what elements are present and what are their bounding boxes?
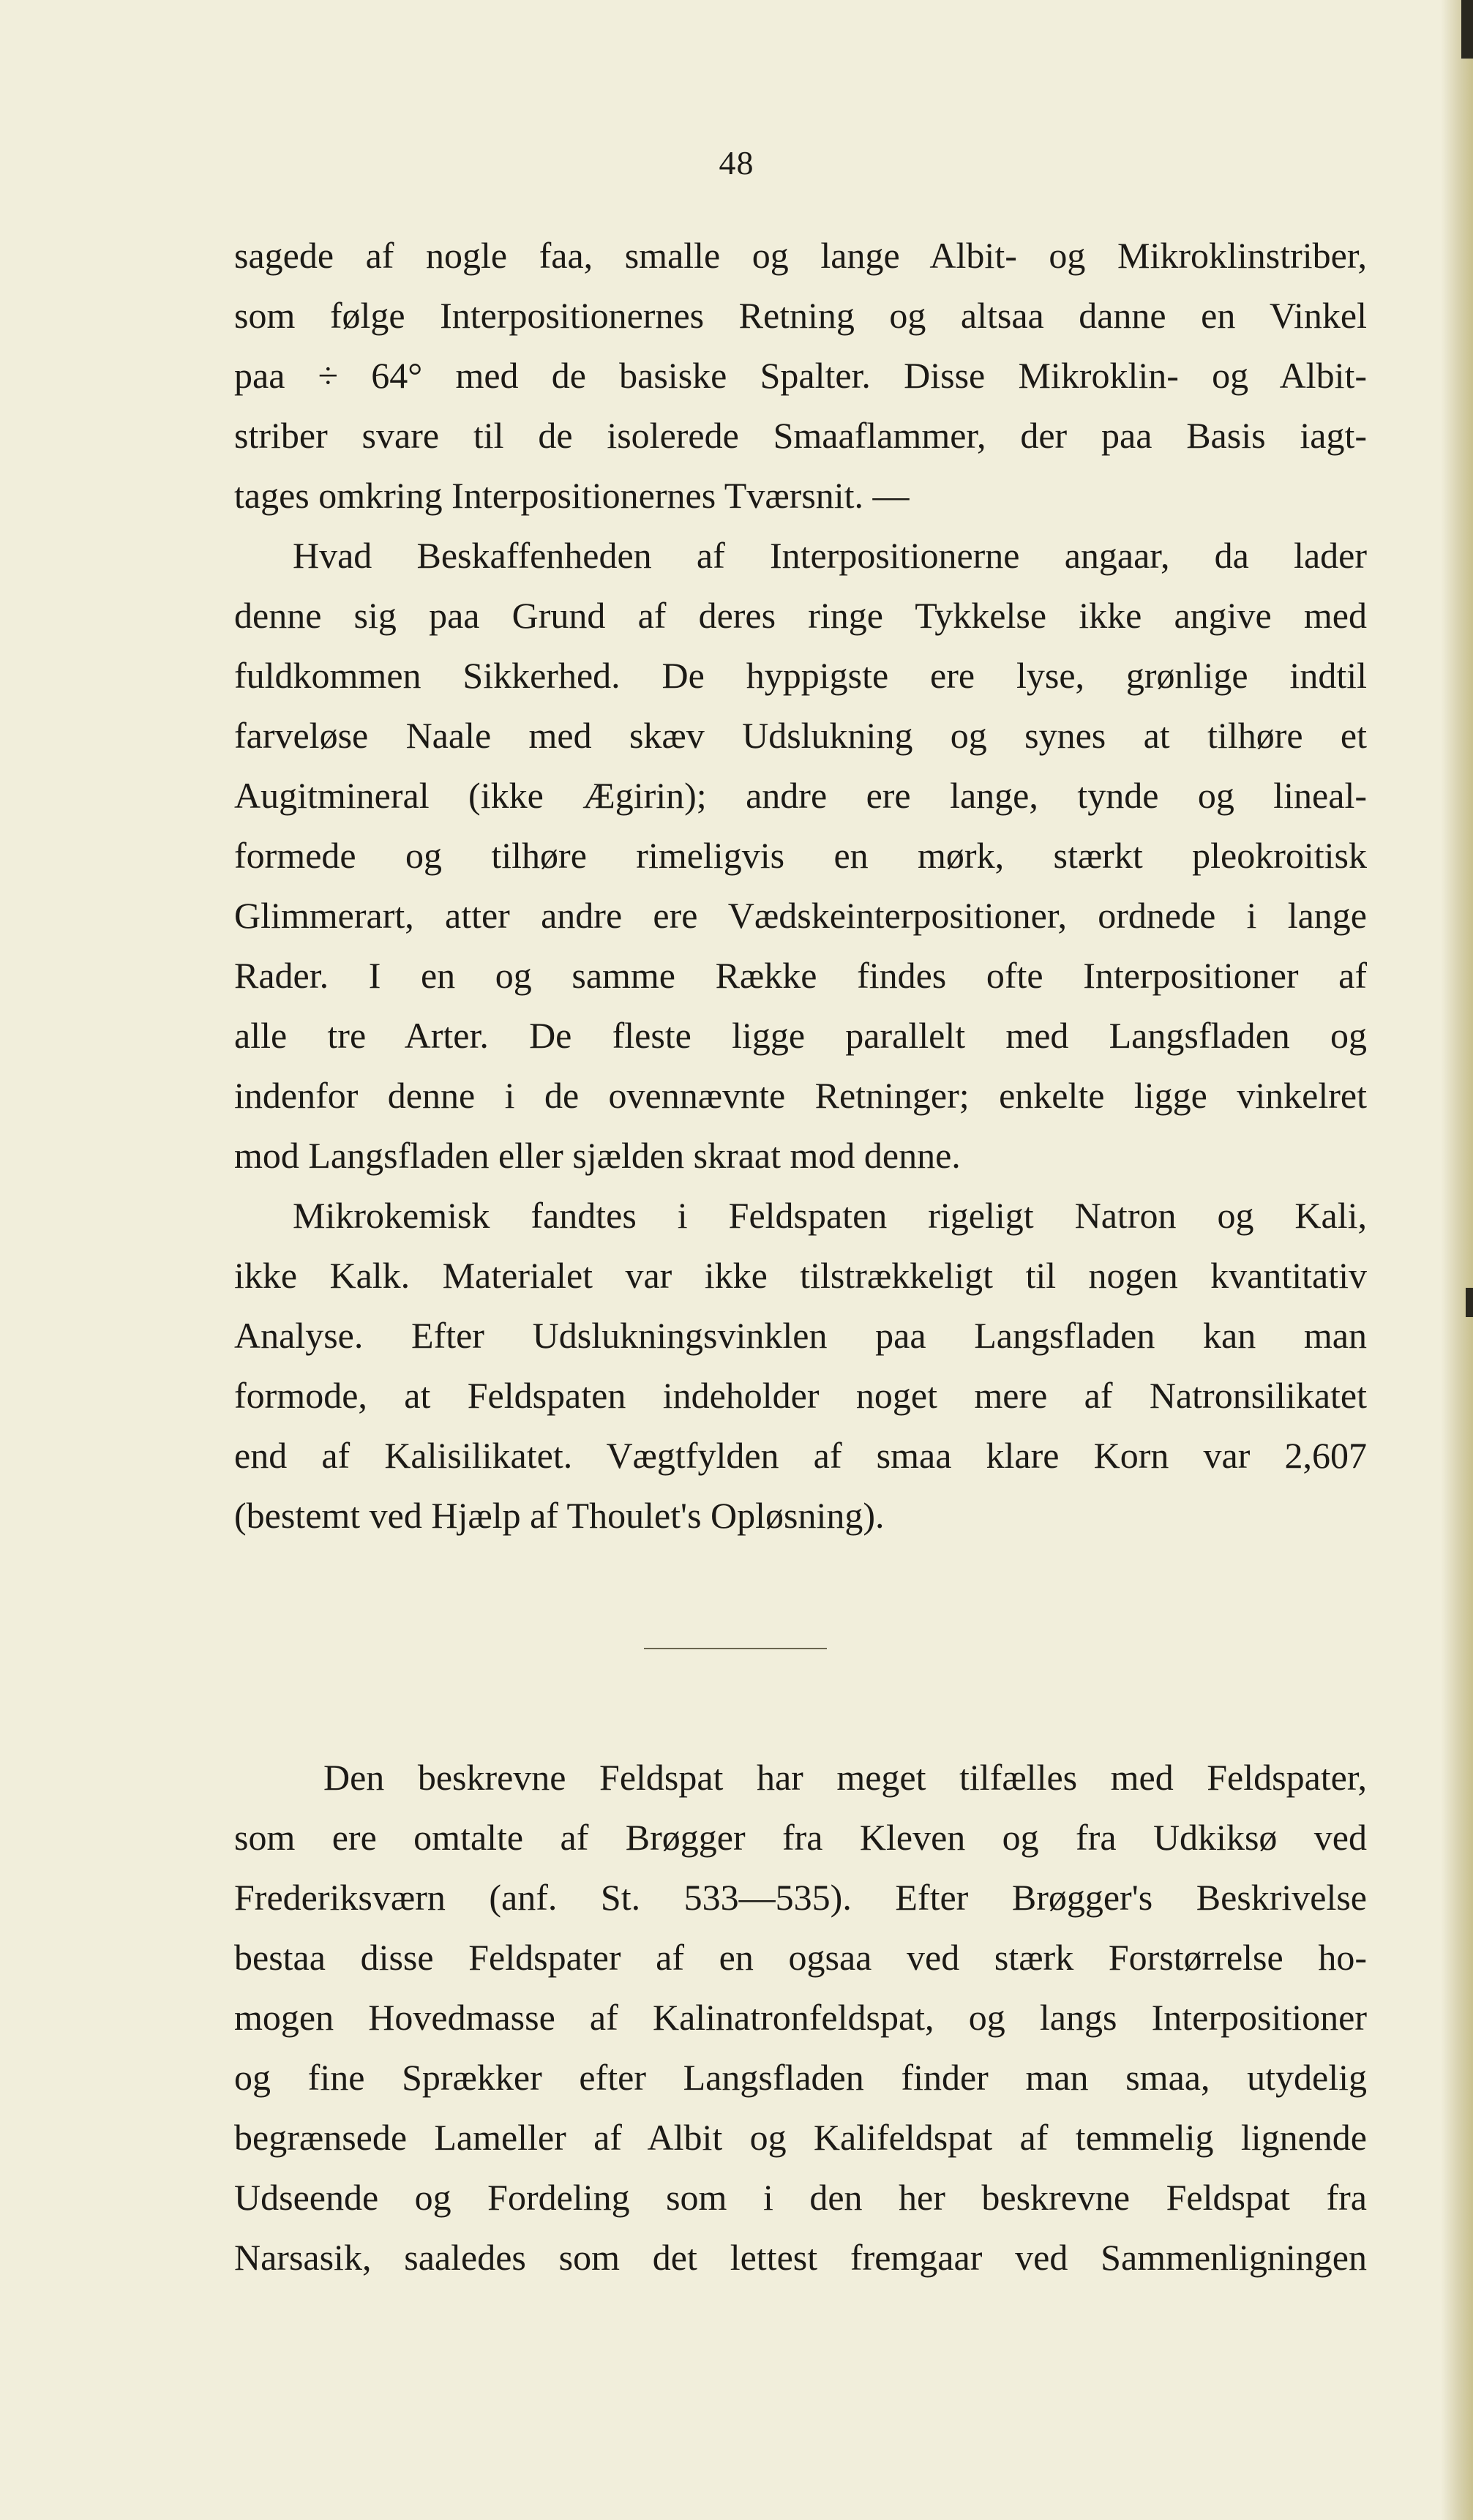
text-line: som ere omtalte af Brøgger fra Kleven og fra Udkiksø ved xyxy=(234,1817,1367,1858)
page-number: 48 xyxy=(719,144,754,181)
page-edge-shadow xyxy=(1441,0,1473,2520)
text-line: Frederiksværn (anf. St. 533—535). Efter Brøgger's Beskrivelse xyxy=(234,1877,1367,1918)
text-line: mogen Hovedmasse af Kalinatronfeldspat, og langs Interpositioner xyxy=(234,1997,1367,2038)
text-line: striber svare til de isolerede Smaaflammer, der paa Basis iagt- xyxy=(234,415,1367,456)
text-line: farveløse Naale med skæv Udslukning og synes at tilhøre et xyxy=(234,715,1367,756)
text-line: paa ÷ 64° med de basiske Spalter. Disse Mikroklin- og Albit- xyxy=(234,355,1367,396)
text-line: Analyse. Efter Udslukningsvinklen paa Langsfladen kan man xyxy=(234,1315,1367,1356)
text-line: alle tre Arter. De fleste ligge parallelt med Langsfladen og xyxy=(234,1015,1367,1056)
section-divider xyxy=(644,1648,827,1649)
text-line: som følge Interpositionernes Retning og altsaa danne en Vinkel xyxy=(234,295,1367,336)
text-line: og fine Sprækker efter Langsfladen finder man smaa, utydelig xyxy=(234,2057,1367,2098)
text-line: begrænsede Lameller af Albit og Kalifeldspat af temmelig lignende xyxy=(234,2117,1367,2158)
text-line: bestaa disse Feldspater af en ogsaa ved stærk Forstørrelse ho- xyxy=(234,1937,1367,1978)
text-line: Den beskrevne Feldspat har meget tilfælles med Feldspater, xyxy=(323,1757,1367,1798)
page-edge-mark xyxy=(1461,0,1473,59)
text-line: sagede af nogle faa, smalle og lange Albit- og Mikroklinstriber, xyxy=(234,235,1367,276)
page-edge-mark xyxy=(1466,1288,1473,1317)
text-line: ikke Kalk. Materialet var ikke tilstrækkeligt til nogen kvantitativ xyxy=(234,1255,1367,1296)
text-line: formede og tilhøre rimeligvis en mørk, stærkt pleokroitisk xyxy=(234,835,1367,876)
text-line: Narsasik, saaledes som det lettest fremgaar ved Sammenligningen xyxy=(234,2237,1367,2278)
text-line: Rader. I en og samme Række findes ofte Interpositioner af xyxy=(234,955,1367,996)
text-line: fuldkommen Sikkerhed. De hyppigste ere lyse, grønlige indtil xyxy=(234,655,1367,696)
text-line: Udseende og Fordeling som i den her beskrevne Feldspat fra xyxy=(234,2177,1367,2218)
text-line: denne sig paa Grund af deres ringe Tykkelse ikke angive med xyxy=(234,595,1367,636)
text-line: Augitmineral (ikke Ægirin); andre ere lange, tynde og lineal- xyxy=(234,775,1367,816)
text-line: indenfor denne i de ovennævnte Retninger; enkelte ligge vinkelret xyxy=(234,1075,1367,1116)
text-line: (bestemt ved Hjælp af Thoulet's Opløsning). xyxy=(234,1495,885,1536)
text-line: Glimmerart, atter andre ere Vædskeinterpositioner, ordnede i lange xyxy=(234,895,1367,936)
text-line: mod Langsfladen eller sjælden skraat mod denne. xyxy=(234,1135,961,1176)
text-line: Hvad Beskaffenheden af Interpositionerne angaar, da lader xyxy=(293,535,1367,576)
text-line: formode, at Feldspaten indeholder noget mere af Natronsilikatet xyxy=(234,1375,1367,1416)
text-line: tages omkring Interpositionernes Tværsnit. — xyxy=(234,475,910,516)
text-line: Mikrokemisk fandtes i Feldspaten rigeligt Natron og Kali, xyxy=(293,1195,1367,1236)
text-line: end af Kalisilikatet. Vægtfylden af smaa klare Korn var 2,607 xyxy=(234,1435,1367,1476)
